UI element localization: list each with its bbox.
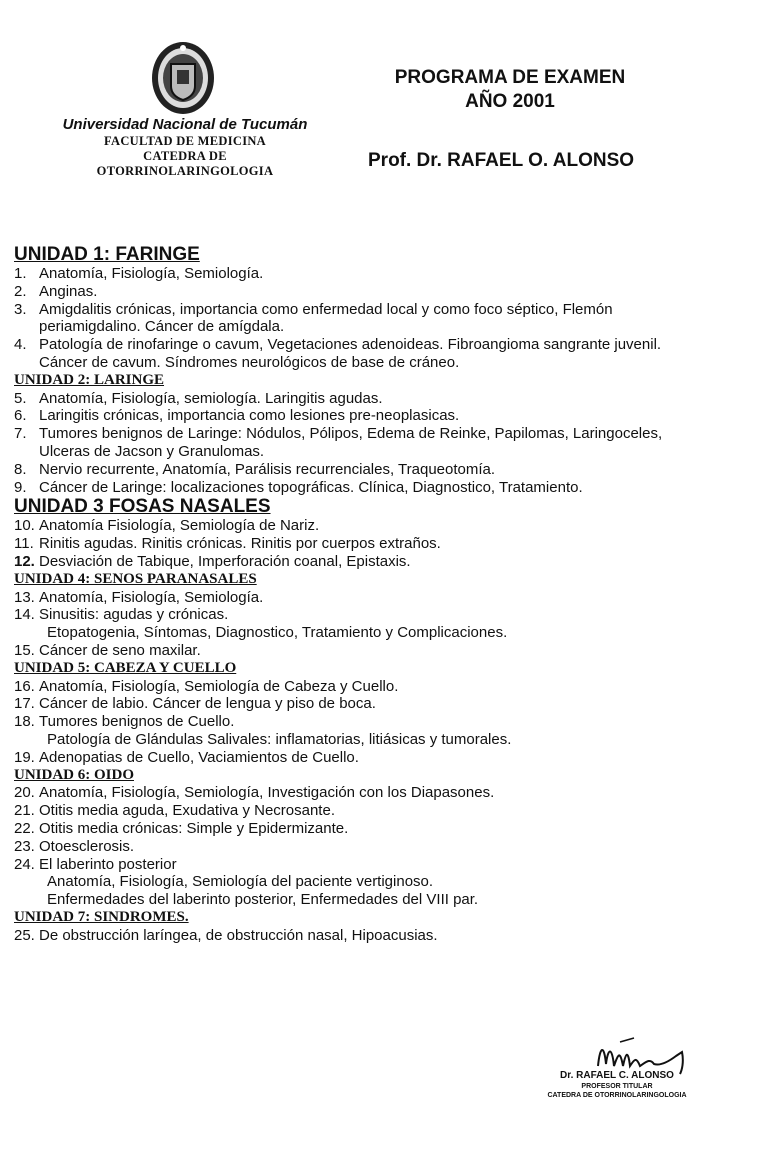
item-text: Cáncer de labio. Cáncer de lengua y piso de boca. [39, 695, 376, 713]
program-item [14, 784, 704, 802]
item-number: 15. [14, 641, 35, 659]
program-item [14, 336, 704, 372]
item-number: 1. [14, 265, 27, 282]
item-number: 3. [14, 300, 27, 318]
item-text: Tumores benignos de Laringe: Nódulos, Pólipos, Edema de Reinke, Papilomas, Laringoceles, Ulceras de Jacson y Granulomas. [39, 425, 663, 460]
professor-name: Prof. Dr. RAFAEL O. ALONSO [368, 150, 635, 171]
unit-heading: UNIDAD 1: FARINGE [14, 244, 200, 265]
item-text: Cáncer de Laringe: localizaciones topográficas. Clínica, Diagnostico, Tratamiento. [39, 478, 583, 496]
program-item [14, 802, 704, 820]
item-number: 4. [14, 336, 27, 354]
item-number: 18. [14, 713, 35, 731]
program-item [14, 407, 704, 425]
item-number: 7. [14, 425, 27, 443]
program-item [14, 713, 704, 731]
program-item [14, 856, 704, 874]
item-text: Anginas. [39, 282, 98, 300]
item-text: Sinusitis: agudas y crónicas. [39, 606, 229, 624]
item-number: 17. [14, 695, 35, 713]
item-text: Tumores benignos de Cuello. [39, 713, 235, 731]
item-number: 24. [14, 855, 35, 873]
item-number: 6. [14, 407, 27, 425]
program-item [14, 820, 704, 838]
program-title: PROGRAMA DE EXAMEN [394, 67, 626, 88]
item-number: 11. [14, 535, 34, 553]
chair-line-1: CATEDRA DE [143, 149, 227, 163]
item-text: Amigdalitis crónicas, importancia como enfermedad local y como foco séptico, Flemón periamigdalino. Cáncer de amígdala. [39, 300, 613, 336]
item-number: 14. [14, 606, 35, 624]
item-text: Anatomía, Fisiología, Semiología de Cabeza y Cuello. [39, 677, 399, 695]
exam-program-content [14, 244, 704, 944]
program-item [14, 642, 704, 660]
program-item [14, 927, 704, 945]
item-text: Anatomía, Fisiología, semiología. Laringitis agudas. [39, 389, 383, 407]
signatory-title: PROFESOR TITULAR [581, 1083, 653, 1090]
program-item [14, 265, 704, 283]
item-number: 21. [14, 802, 35, 820]
unit-heading: UNIDAD 2: LARINGE [14, 371, 165, 388]
program-item [14, 695, 704, 713]
program-item [14, 535, 704, 553]
institution-block [40, 116, 330, 179]
program-item [14, 749, 704, 767]
program-item [14, 390, 704, 408]
university-name: Universidad Nacional de Tucumán [62, 116, 308, 133]
program-item-subline: Patología de Glándulas Salivales: inflamatorias, litiásicas y tumorales. [47, 730, 512, 748]
program-item-subline: Etopatogenia, Síntomas, Diagnostico, Tratamiento y Complicaciones. [47, 624, 508, 642]
item-text: Otitis media aguda, Exudativa y Necrosante. [39, 802, 335, 820]
signatory-chair: CATEDRA DE OTORRINOLARINGOLOGIA [547, 1092, 687, 1099]
item-text: Anatomía Fisiología, Semiología de Nariz. [39, 517, 320, 535]
item-number: 2. [14, 282, 27, 300]
unit-heading: UNIDAD 5: CABEZA Y CUELLO [14, 659, 237, 676]
program-item [14, 283, 704, 301]
item-number: 9. [14, 478, 27, 496]
unit-heading: UNIDAD 7: SINDROMES. [14, 908, 189, 925]
program-item [14, 479, 704, 497]
program-item [14, 838, 704, 856]
item-number: 8. [14, 460, 27, 478]
program-item-subline: Enfermedades del laberinto posterior, Enfermedades del VIII par. [47, 891, 479, 909]
program-year: AÑO 2001 [465, 91, 555, 112]
item-number: 22. [14, 819, 35, 837]
item-text: Rinitis agudas. Rinitis crónicas. Rinitis por cuerpos extraños. [39, 535, 441, 553]
unit-heading: UNIDAD 3 FOSAS NASALES [14, 496, 271, 518]
chair-line-2: OTORRINOLARINGOLOGIA [96, 164, 274, 178]
program-item [14, 301, 704, 337]
item-text: Cáncer de seno maxilar. [39, 641, 201, 659]
item-number: 23. [14, 837, 35, 855]
item-number: 10. [14, 517, 35, 535]
item-text: El laberinto posterior [39, 855, 177, 873]
item-number: 5. [14, 389, 27, 407]
item-text: Anatomía, Fisiología, Semiología. [39, 265, 264, 282]
item-text: Nervio recurrente, Anatomía, Parálisis recurrenciales, Traqueotomía. [39, 460, 496, 478]
signature-block [532, 1036, 702, 1100]
item-number: 12. [14, 552, 35, 570]
item-text: Desviación de Tabique, Imperforación coanal, Epistaxis. [39, 552, 411, 570]
faculty-name: FACULTAD DE MEDICINA [103, 134, 267, 148]
item-text: Anatomía, Fisiología, Semiología. [39, 588, 264, 606]
program-item [14, 606, 704, 624]
item-text: Otoesclerosis. [39, 837, 135, 855]
item-text: Anatomía, Fisiología, Semiología, Investigación con los Diapasones. [39, 784, 495, 802]
program-item-subline: Anatomía, Fisiología, Semiología del paciente vertiginoso. [47, 873, 434, 891]
item-number: 16. [14, 677, 35, 695]
item-text: Laringitis crónicas, importancia como lesiones pre-neoplasicas. [39, 407, 460, 425]
program-item [14, 678, 704, 696]
program-item [14, 461, 704, 479]
item-number: 13. [14, 588, 35, 606]
item-text: De obstrucción laríngea, de obstrucción nasal, Hipoacusias. [39, 926, 438, 944]
signatory-name: Dr. RAFAEL C. ALONSO [560, 1070, 674, 1081]
program-heading [360, 66, 660, 114]
item-text: Adenopatias de Cuello, Vaciamientos de Cuello. [39, 748, 359, 766]
program-item [14, 553, 704, 571]
program-item [14, 425, 704, 461]
item-number: 25. [14, 926, 35, 944]
program-item [14, 589, 704, 607]
item-number: 19. [14, 748, 35, 766]
item-number: 20. [14, 784, 35, 802]
university-seal [150, 40, 216, 116]
unit-heading: UNIDAD 6: OIDO [14, 766, 134, 783]
item-text: Patología de rinofaringe o cavum, Vegetaciones adenoideas. Fibroangioma sangrante juvenil. Cáncer de cavum. Síndromes neurológicos de base de cráneo. [39, 336, 662, 371]
program-item [14, 517, 704, 535]
unit-heading: UNIDAD 4: SENOS PARANASALES [14, 570, 257, 587]
item-text: Otitis media crónicas: Simple y Epidermizante. [39, 819, 349, 837]
